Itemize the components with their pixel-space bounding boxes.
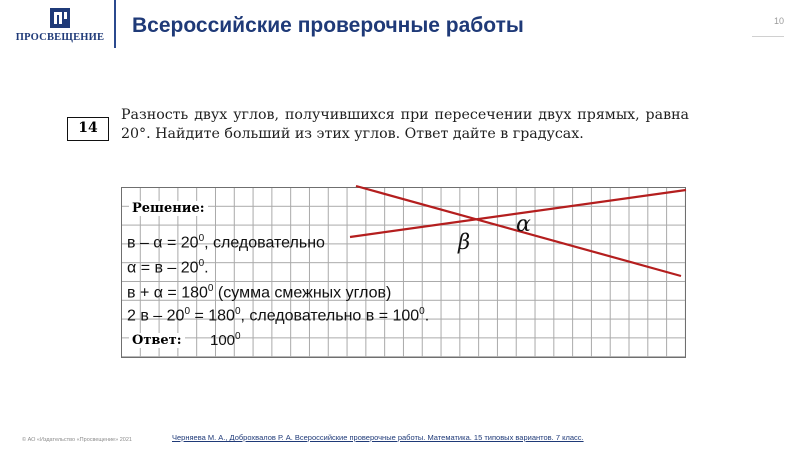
solution-label: Решение: (129, 201, 208, 216)
solution-line-2: $\alpha = в - 20^0$. (127, 258, 209, 277)
solution-line-3: $в + \alpha = 180^0$ (сумма смежных углов) (127, 283, 392, 302)
task-text: Разность двух углов, получившихся при пересечении двух прямых, равна 20°. Найдите больший из этих углов. Ответ дайте в градусах. (121, 107, 689, 142)
solution-line-4: 2 $в - 20^0 = 180^0$, следовательно $в = 100^0$. (127, 306, 430, 325)
answer-label: Ответ: (129, 333, 185, 348)
solution-line-1: $в - \alpha = 20^0$, следовательно (127, 233, 325, 252)
page-title: Всероссийские проверочные работы (132, 14, 524, 37)
copyright-text: © АО «Издательство «Просвещение» 2021 (22, 437, 132, 443)
angle-alpha-label: α (516, 212, 531, 237)
publisher-logo-text: ПРОСВЕЩЕНИЕ (15, 32, 105, 43)
angle-beta-label: β (458, 230, 471, 254)
answer-value: $100^0$ (210, 331, 241, 349)
page-number: 10 (773, 16, 784, 26)
source-reference-link[interactable]: Черняева М. А., Доброхвалов Р. А. Всероссийские проверочные работы. Математика. 15 типовых вариантов. 7 класс. (172, 433, 584, 442)
task-number-box: 14 (67, 117, 109, 141)
